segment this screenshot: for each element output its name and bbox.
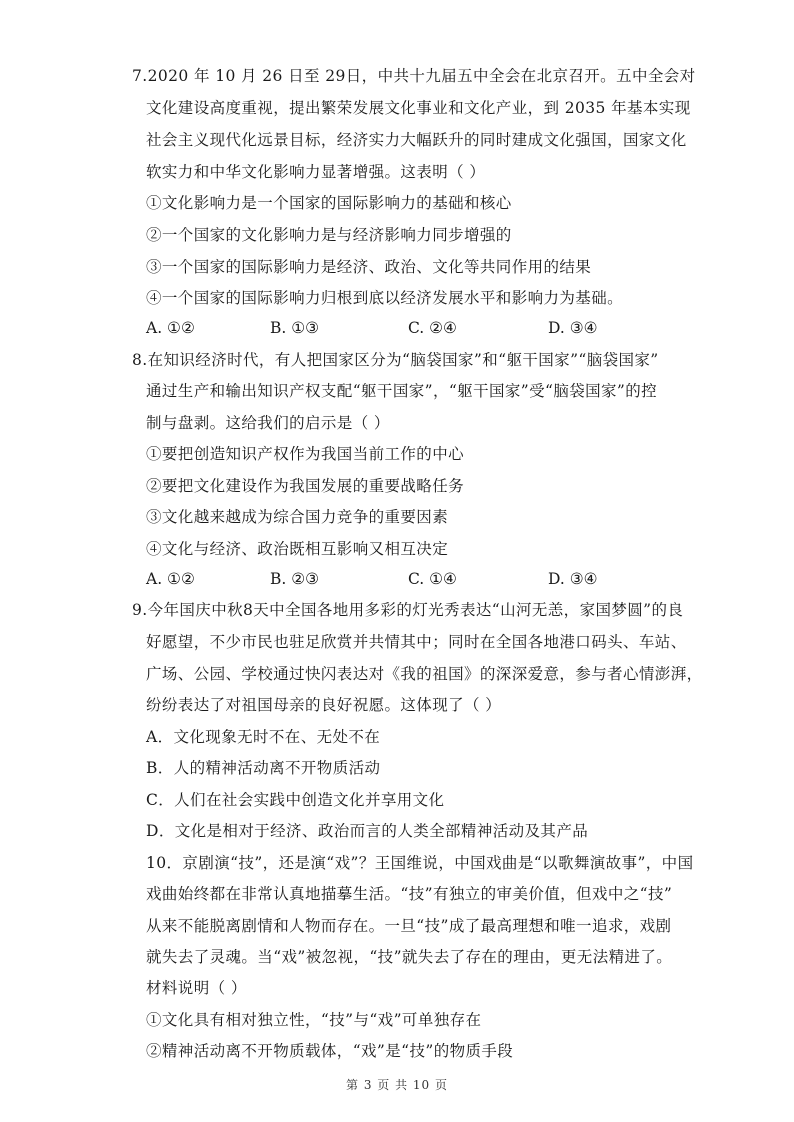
page-footer: 第 3 页 共 10 页 (346, 1078, 448, 1092)
q10-statement-2: ②精神活动离不开物质载体，“戏”是“技”的物质手段 (146, 1042, 514, 1060)
q8-statement-1: ①要把创造知识产权作为我国当前工作的中心 (146, 445, 465, 463)
q8-statement-4: ④文化与经济、政治既相互影响又相互决定 (146, 540, 449, 558)
q8-stem-line-1: 8.在知识经济时代，有人把国家区分为“脑袋国家”和“躯干国家”“脑袋国家” (132, 351, 659, 369)
q9-stem-line-4: 纷纷表达了对祖国母亲的良好祝愿。这体现了（ ） (146, 696, 502, 714)
q8-option-b: B. ②③ (270, 570, 320, 588)
q10-stem-line-2: 戏曲始终都在非常认真地描摹生活。“技”有独立的审美价值，但戏中之“技” (146, 885, 673, 903)
q10-stem-line-4: 就失去了灵魂。当“戏”被忽视，“技”就失去了存在的理由，更无法精进了。 (146, 948, 673, 966)
q8-stem-line-2: 通过生产和输出知识产权支配“躯干国家”，“躯干国家”受“脑袋国家”的控 (146, 382, 658, 400)
q7-option-b: B. ①③ (270, 319, 320, 337)
q10-stem-line-5: 材料说明（ ） (146, 979, 247, 997)
q7-statement-1: ①文化影响力是一个国家的国际影响力的基础和核心 (146, 194, 512, 212)
q7-stem-line-3: 社会主义现代化远景目标，经济实力大幅跃升的同时建成文化强国，国家文化 (146, 131, 687, 149)
q7-statement-4: ④一个国家的国际影响力归根到底以经济发展水平和影响力为基础。 (146, 289, 624, 307)
q10-statement-1: ①文化具有相对独立性，“技”与“戏”可单独存在 (146, 1011, 482, 1029)
q9-choice-d: D．文化是相对于经济、政治而言的人类全部精神活动及其产品 (146, 822, 589, 840)
q7-stem-line-4: 软实力和中华文化影响力显著增强。这表明（ ） (146, 163, 486, 181)
q9-stem-line-3: 广场、公园、学校通过快闪表达对《我的祖国》的深深爱意，参与者心情澎湃， (146, 665, 703, 683)
q8-stem-line-3: 制与盘剥。这给我们的启示是（ ） (146, 414, 390, 432)
q7-stem-line-2: 文化建设高度重视，提出繁荣发展文化事业和文化产业，到 2035 年基本实现 (146, 99, 691, 117)
q9-stem-line-2: 好愿望，不少市民也驻足欣赏并共情其中；同时在全国各地港口码头、车站、 (146, 633, 687, 651)
q8-statement-2: ②要把文化建设作为我国发展的重要战略任务 (146, 477, 465, 495)
q10-stem-line-3: 从来不能脱离剧情和人物而存在。一旦“技”成了最高理想和唯一追求，戏剧 (146, 917, 672, 935)
q7-option-c: C. ②④ (408, 319, 457, 337)
q9-stem-line-1: 9.今年国庆中秋8天中全国各地用多彩的灯光秀表达“山河无恙，家国梦圆”的良 (132, 601, 684, 619)
q7-statement-2: ②一个国家的文化影响力是与经济影响力同步增强的 (146, 226, 512, 244)
q7-option-a: A. ①② (146, 319, 195, 337)
q7-option-d: D. ③④ (548, 319, 598, 337)
q9-choice-c: C．人们在社会实践中创造文化并享用文化 (146, 791, 445, 809)
q8-statement-3: ③文化越来越成为综合国力竞争的重要因素 (146, 508, 449, 526)
q7-stem-line-1: 7.2020 年 10 月 26 日至 29日，中共十九届五中全会在北京召开。五中全会对 (132, 67, 696, 85)
q9-choice-b: B．人的精神活动离不开物质活动 (146, 759, 381, 777)
q8-option-c: C. ①④ (408, 570, 457, 588)
q10-stem-line-1: 10．京剧演“技”，还是演“戏”？王国维说，中国戏曲是“以歌舞演故事”，中国 (146, 854, 694, 872)
q8-option-a: A. ①② (146, 570, 195, 588)
q8-option-d: D. ③④ (548, 570, 598, 588)
q7-statement-3: ③一个国家的国际影响力是经济、政治、文化等共同作用的结果 (146, 258, 592, 276)
q9-choice-a: A．文化现象无时不在、无处不在 (146, 728, 381, 746)
